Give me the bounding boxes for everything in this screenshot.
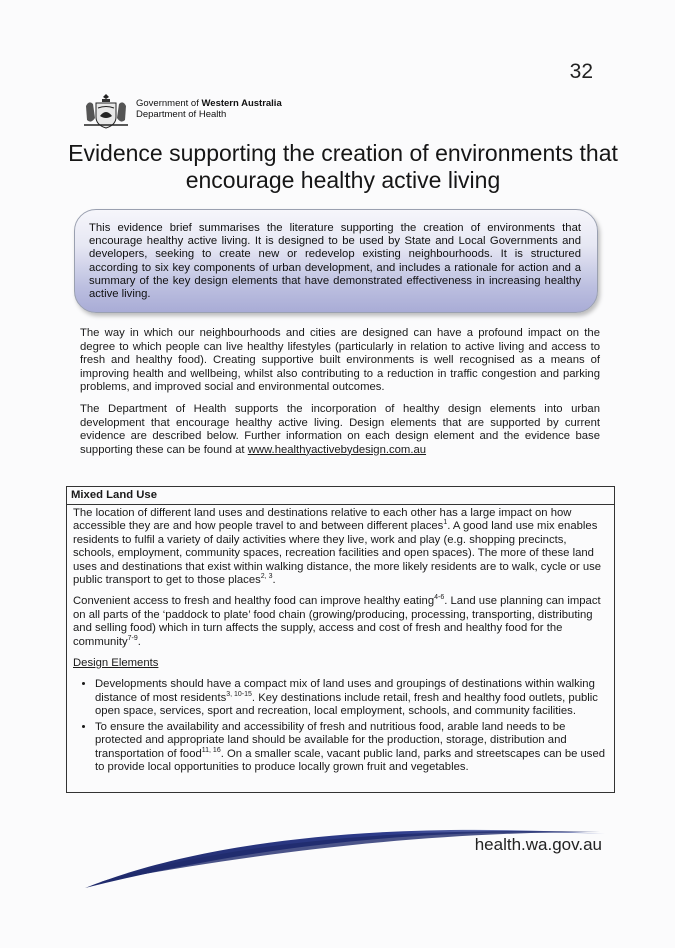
page-number: 32 — [569, 60, 593, 83]
organisation-name — [136, 98, 282, 120]
list-item: • To ensure the availability and accessibility of fresh and nutritious food, arable land needs to be protected and appropriate land should be available for the production, storage, distribution and transportation of food$^{11, 16}$. On a smaller scale, vacant public land, parks and streetscapes can be used to provide local opportunities to produce locally grown fruit and vegetables. — [95, 721, 608, 775]
section-paragraph-1: The location of different land uses and destinations relative to each other has a large impact on how accessible they are and how people travel to and between different places$^1$. A good land use mix enables residents to fulfil a variety of daily activities where they live, work and play (e.g. shopping precincts, schools, employment, community spaces, recreation facilities and open spaces). The more of these land uses and destinations that exist within walking distance, the more likely residents are to walk, cycle or use public transport to get to those places$^{2, 3}$. — [73, 507, 602, 587]
department-name: Department of Health — [136, 109, 227, 120]
list-item: • Developments should have a compact mix of land uses and groupings of destinations within walking distance of most residents$^{3, 10-15}$. Key destinations include retail, fresh and healthy food outlets, public open space, services, sport and recreation, local employment, schools, and community facilities. — [95, 678, 608, 718]
design-elements-list — [73, 678, 608, 774]
section-paragraph-2: Convenient access to fresh and healthy food can improve healthy eating$^{4-6}$. Land use planning can impact on all parts of the ‘paddock to plate’ food chain (growing/producing, processing, transporting, distributing and selling food) which in turn affects the supply, access and cost of fresh and healthy food for the community$^{7-9}$. — [73, 594, 601, 648]
intro-paragraph-1: The way in which our neighbourhoods and cities are designed can have a profound impact on the degree to which people can live healthy lifestyles (particularly in relation to active living and access to fresh and healthy food). Creating supportive built environments is well recognised as a means of improving health and wellbeing, whilst also contributing to a reduction in traffic congestion and parking problems, and improved social and environmental outcomes. — [80, 327, 600, 393]
footer-website: health.wa.gov.au — [474, 835, 602, 854]
summary-box: This evidence brief summarises the literature supporting the creation of environments that encourage healthy active living. It is designed to be used by State and Local Governments and developers, seeking to create new or redevelop existing neighbourhoods. It is structured according to six key components of urban development, and includes a rationale for action and a summary of the key design elements that have demonstrated effectiveness in increasing healthy active living. — [74, 209, 598, 313]
section-heading: Mixed Land Use — [67, 487, 614, 505]
org-prefix: Government of — [136, 98, 202, 109]
wa-coat-of-arms-icon — [82, 92, 130, 130]
org-state: Western Australia — [201, 98, 282, 109]
intro-paragraph-2-text: The Department of Health supports the incorporation of healthy design elements into urban development that encourage healthy active living. Design elements that are supported by current evidence are described below. Further information on each design element and the evidence base supporting these can be found at — [80, 403, 600, 456]
mixed-land-use-section — [66, 486, 615, 793]
page-title: Evidence supporting the creation of environments that encourage healthy active living — [68, 140, 618, 193]
intro-paragraph-2 — [80, 403, 600, 457]
healthy-active-by-design-link[interactable]: www.healthyactivebydesign.com.au — [247, 443, 427, 456]
design-elements-heading: Design Elements — [73, 657, 159, 670]
